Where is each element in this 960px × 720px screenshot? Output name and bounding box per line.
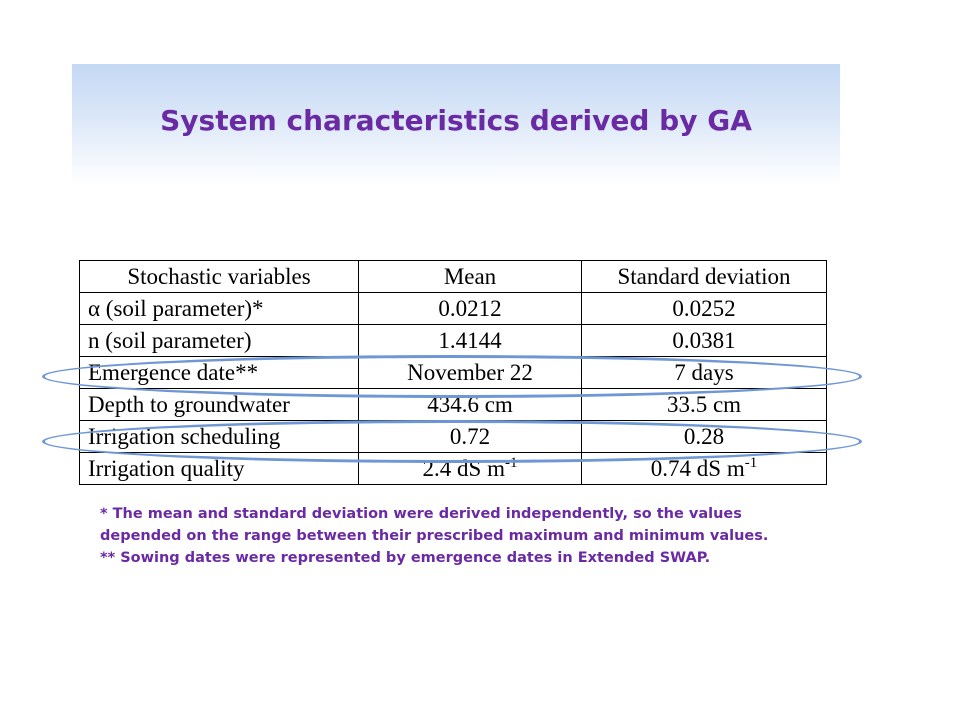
row-variable: Irrigation scheduling: [80, 421, 359, 453]
row-sd-exponent: -1: [744, 454, 758, 471]
header-standard-deviation: Standard deviation: [582, 261, 827, 293]
row-variable: n (soil parameter): [80, 325, 359, 357]
row-mean: 0.72: [359, 421, 582, 453]
footnotes: [100, 503, 840, 569]
row-variable: Emergence date**: [80, 357, 359, 389]
header-stochastic-variables: Stochastic variables: [80, 261, 359, 293]
row-sd-cell: [582, 453, 827, 485]
stochastic-variables-table: [79, 260, 827, 485]
row-mean: 0.0212: [359, 293, 582, 325]
footnote-line: ** Sowing dates were represented by emergence dates in Extended SWAP.: [100, 550, 711, 566]
row-variable: Irrigation quality: [80, 453, 359, 485]
table-header-row: [80, 261, 827, 293]
row-sd: 7 days: [582, 357, 827, 389]
row-mean: 2.4 dS m: [422, 455, 505, 481]
header-mean: Mean: [359, 261, 582, 293]
table-row: [80, 357, 827, 389]
row-mean: 1.4144: [359, 325, 582, 357]
row-sd: 33.5 cm: [582, 389, 827, 421]
table-row: [80, 293, 827, 325]
row-sd: 0.0381: [582, 325, 827, 357]
row-sd: 0.28: [582, 421, 827, 453]
row-mean-cell: [359, 453, 582, 485]
table-row: [80, 389, 827, 421]
table-row: [80, 421, 827, 453]
table-row: [80, 325, 827, 357]
footnote-line: * The mean and standard deviation were derived independently, so the values: [100, 506, 742, 522]
row-sd: 0.74 dS m: [650, 455, 745, 481]
row-sd: 0.0252: [582, 293, 827, 325]
footnote-line: depended on the range between their prescribed maximum and minimum values.: [100, 528, 769, 544]
row-mean: 434.6 cm: [359, 389, 582, 421]
row-mean-exponent: -1: [504, 454, 518, 471]
table-row: [80, 453, 827, 485]
row-variable: α (soil parameter)*: [80, 293, 359, 325]
slide-title: System characteristics derived by GA: [160, 104, 752, 137]
row-mean: November 22: [359, 357, 582, 389]
row-variable: Depth to groundwater: [80, 389, 359, 421]
